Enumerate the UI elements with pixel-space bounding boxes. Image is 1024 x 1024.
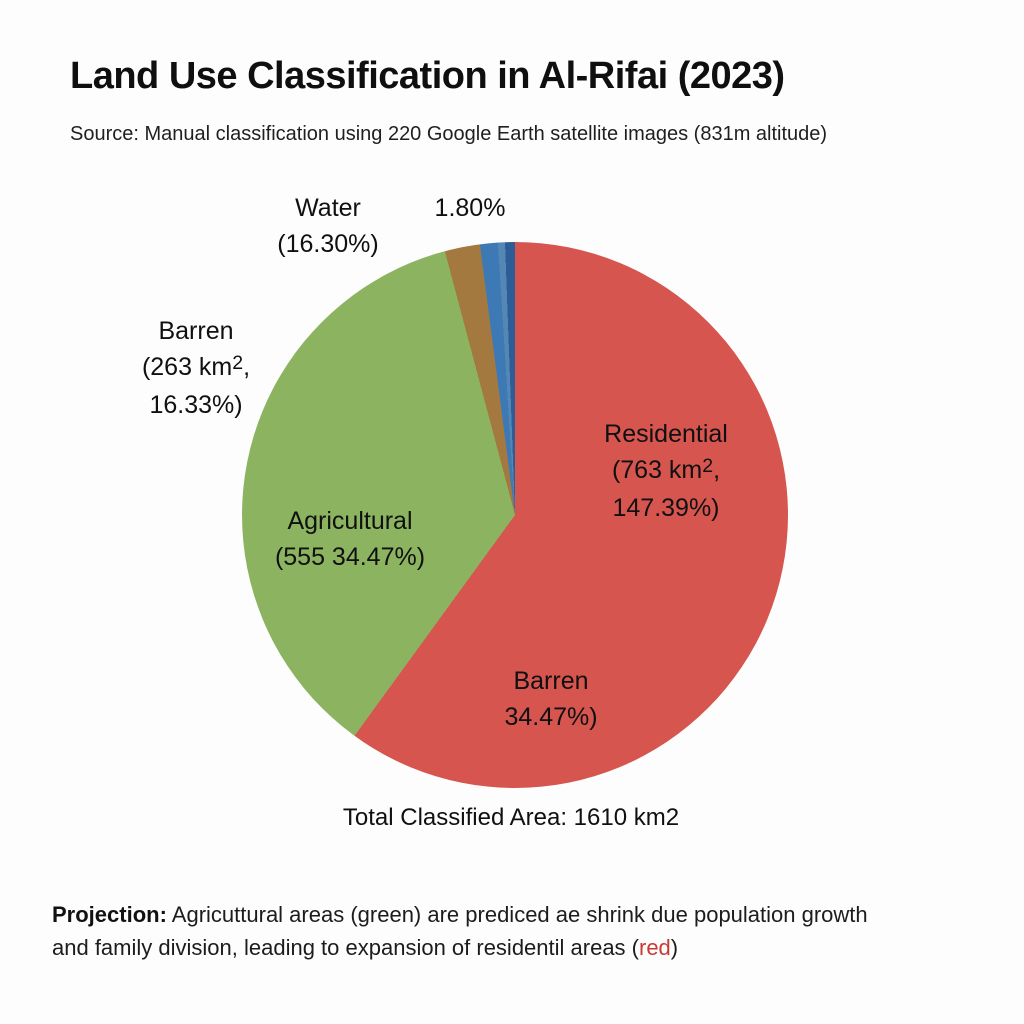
label-agricultural-pct: (555 34.47%) (274, 543, 426, 571)
label-residential-name: Residential (604, 420, 728, 448)
label-barren-left-area: (263 $km^2$, (141, 351, 251, 381)
label-residential-pct: 147.39%) (612, 494, 720, 522)
label-water-name: Water (295, 194, 361, 222)
projection-note (52, 898, 982, 964)
label-barren-left-name: Barren (158, 317, 234, 345)
superscript-2: 2 (702, 454, 714, 477)
projection-text-line2: and family division, leading to expansion of residentil areas ( (52, 935, 639, 960)
label-barren-bottom-name: Barren (513, 667, 589, 695)
projection-text-close: ) (670, 935, 679, 960)
label-small-pct: 1.80% (434, 194, 506, 222)
label-agricultural-name: Agricultural (287, 507, 413, 535)
label-barren-left-pct: 16.33%) (149, 391, 243, 419)
projection-text-line1: Agricuttural areas (green) are prediced ae shrink due population growth (166, 902, 868, 927)
label-residential-area: (763 $km^2$, (611, 454, 721, 484)
label-residential (604, 416, 728, 526)
label-barren-bottom-pct: 34.47%) (504, 703, 598, 731)
label-water-pct: (16.30%) (277, 230, 379, 258)
total-area-caption: Total Classified Area: 1610 km2 (342, 804, 680, 831)
label-barren-bottom (504, 663, 597, 735)
label-water (277, 190, 378, 262)
projection-label: Projection: (52, 902, 167, 927)
page-title: Land Use Classification in Al-Rifai (2023) (70, 55, 785, 97)
source-caption: Source: Manual classification using 220 Google Earth satellite images (831m altitude) (70, 123, 828, 145)
superscript-2: 2 (232, 351, 244, 374)
label-barren-left (142, 313, 250, 423)
label-agricultural (275, 503, 425, 575)
footer-red-word: red (639, 935, 671, 960)
